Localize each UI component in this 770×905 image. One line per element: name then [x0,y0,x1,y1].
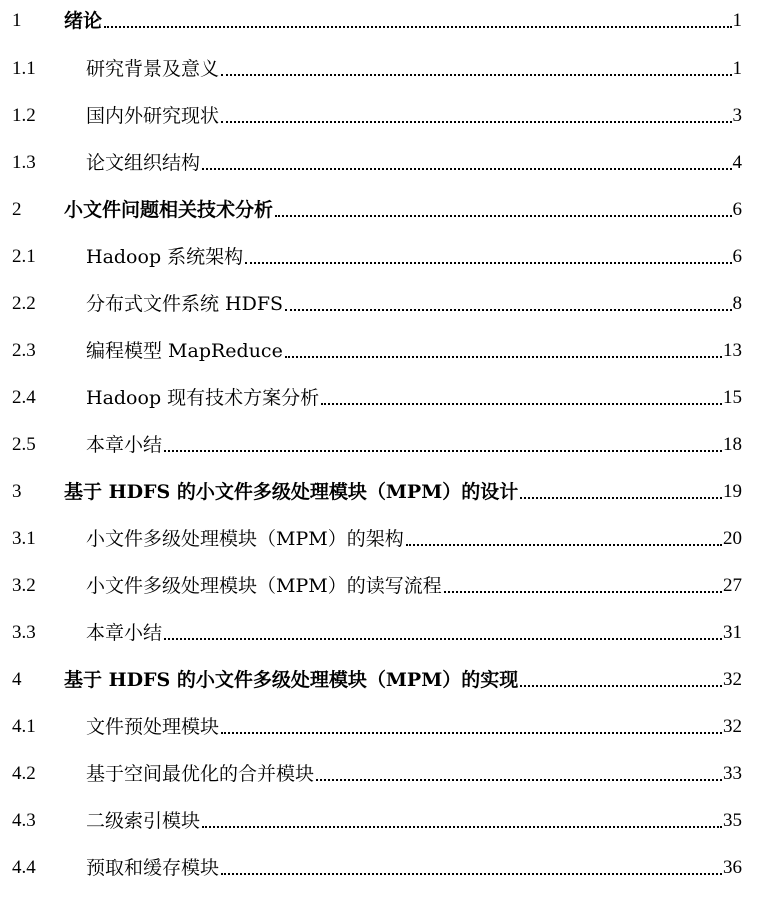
leader-dots [202,825,722,828]
toc-title: 小文件问题相关技术分析 [64,199,274,221]
toc-number: 3.3 [12,622,36,643]
leader-dots [285,355,722,358]
toc-title: 论文组织结构 [86,152,201,174]
leader-dots [202,167,731,170]
toc-entry[interactable] [0,853,770,883]
toc-number: 3 [12,481,22,502]
toc-page-number: 31 [723,622,742,643]
leader-dots [164,637,722,640]
toc-page-number: 13 [723,340,742,361]
toc-entry[interactable] [0,101,770,131]
toc-title: 绪论 [64,10,103,32]
leader-dots [316,778,722,781]
toc-entry[interactable] [0,195,770,225]
toc-number: 4.2 [12,763,36,784]
toc-number: 2.4 [12,387,36,408]
leader-dots [104,25,731,28]
toc-page-number: 36 [723,857,742,878]
toc-number: 4.4 [12,857,36,878]
toc-entry[interactable] [0,148,770,178]
toc-entry[interactable] [0,6,770,36]
leader-dots [221,731,722,734]
toc-page-number: 1 [732,10,742,31]
toc-number: 3.2 [12,575,36,596]
toc-page-number: 35 [723,810,742,831]
leader-dots [221,872,722,875]
toc-page-number: 18 [723,434,742,455]
toc-page-number: 33 [723,763,742,784]
toc-entry[interactable] [0,618,770,648]
leader-dots [275,214,731,217]
toc-title: Hadoop 系统架构 [86,246,244,268]
toc-entry[interactable] [0,806,770,836]
toc-number: 4.3 [12,810,36,831]
toc-entry[interactable] [0,524,770,554]
toc-page-number: 27 [723,575,742,596]
toc-title: 本章小结 [86,434,163,456]
toc-number: 2 [12,199,22,220]
toc-title: Hadoop 现有技术方案分析 [86,387,320,409]
toc-number: 1 [12,10,22,31]
leader-dots [520,684,722,687]
toc-number: 1.3 [12,152,36,173]
toc-title: 小文件多级处理模块（MPM）的读写流程 [86,575,442,597]
leader-dots [221,120,731,123]
toc-entry[interactable] [0,336,770,366]
toc-entry[interactable] [0,759,770,789]
toc-number: 2.1 [12,246,36,267]
toc-page-number: 15 [723,387,742,408]
leader-dots [164,449,722,452]
toc-title: 基于 HDFS 的小文件多级处理模块（MPM）的实现 [64,669,519,691]
leader-dots [245,261,731,264]
toc-title: 研究背景及意义 [86,58,220,80]
toc-number: 1.1 [12,58,36,79]
leader-dots [444,590,722,593]
toc-entry[interactable] [0,430,770,460]
toc-entry[interactable] [0,477,770,507]
toc-title: 预取和缓存模块 [86,857,220,879]
toc-number: 4 [12,669,22,690]
toc-page-number: 32 [723,716,742,737]
toc-title: 分布式文件系统 HDFS [86,293,284,315]
toc-number: 1.2 [12,105,36,126]
toc-page-number: 1 [732,58,742,79]
leader-dots [285,308,731,311]
toc-number: 4.1 [12,716,36,737]
toc-number: 2.5 [12,434,36,455]
toc-title: 二级索引模块 [86,810,201,832]
toc-number: 2.2 [12,293,36,314]
toc-title: 国内外研究现状 [86,105,220,127]
toc-page-number: 4 [732,152,742,173]
toc-number: 3.1 [12,528,36,549]
toc-entry[interactable] [0,712,770,742]
toc-entry[interactable] [0,54,770,84]
toc-title: 文件预处理模块 [86,716,220,738]
leader-dots [520,496,722,499]
toc-page-number: 32 [723,669,742,690]
toc-page-number: 20 [723,528,742,549]
toc-entry[interactable] [0,571,770,601]
toc-title: 小文件多级处理模块（MPM）的架构 [86,528,404,550]
leader-dots [321,402,722,405]
toc-entry[interactable] [0,242,770,272]
toc-page-number: 6 [732,199,742,220]
toc-page-number: 6 [732,246,742,267]
toc-title: 基于空间最优化的合并模块 [86,763,315,785]
toc-entry[interactable] [0,665,770,695]
toc-title: 本章小结 [86,622,163,644]
toc-entry[interactable] [0,289,770,319]
leader-dots [406,543,722,546]
toc-title: 编程模型 MapReduce [86,340,283,362]
toc-number: 2.3 [12,340,36,361]
toc-page-number: 19 [723,481,742,502]
leader-dots [221,73,731,76]
toc-title: 基于 HDFS 的小文件多级处理模块（MPM）的设计 [64,481,519,503]
toc-page-number: 3 [732,105,742,126]
toc-entry[interactable] [0,383,770,413]
toc-page-number: 8 [732,293,742,314]
